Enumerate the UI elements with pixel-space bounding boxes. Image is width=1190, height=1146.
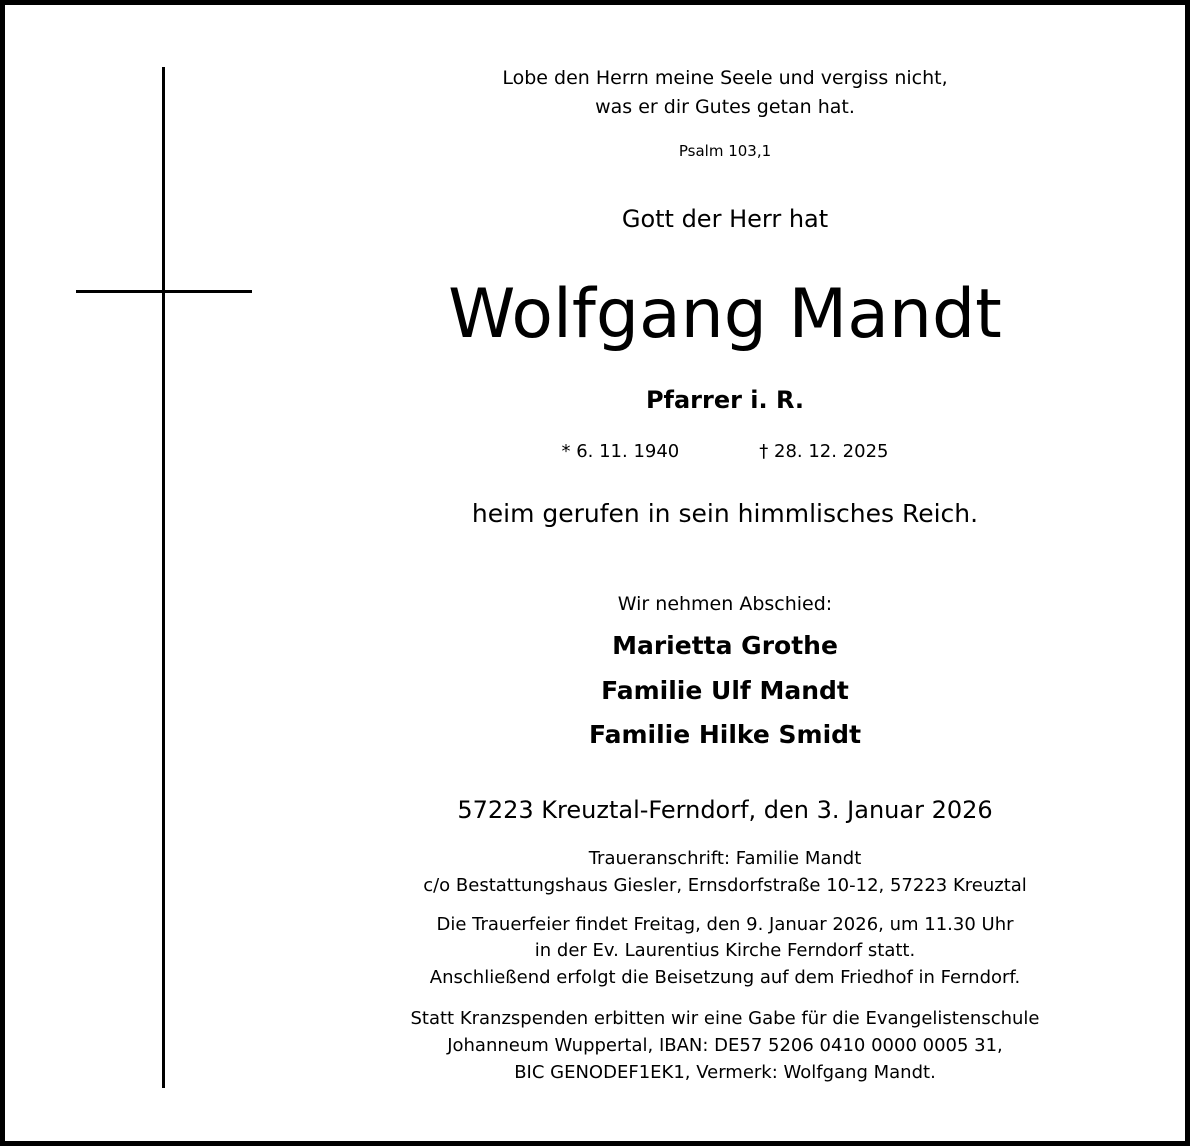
- donation-line-1: Statt Kranzspenden erbitten wir eine Gabe für die Evangelistenschule: [410, 1008, 1040, 1029]
- cross-vertical-beam: [162, 67, 165, 1088]
- service-line-3: Anschließend erfolgt die Beisetzung auf dem Friedhof in Ferndorf.: [429, 967, 1021, 988]
- donation-line-2: Johanneum Wuppertal, IBAN: DE57 5206 0410 0000 0005 31,: [447, 1035, 1003, 1056]
- mourning-address-line-2: c/o Bestattungshaus Giesler, Ernsdorfstraße 10-12, 57223 Kreuztal: [423, 875, 1027, 896]
- farewell-intro: Wir nehmen Abschied:: [617, 593, 833, 615]
- service-line-1: Die Trauerfeier findet Freitag, den 9. Januar 2026, um 11.30 Uhr: [436, 914, 1014, 935]
- bible-verse-line-1: Lobe den Herrn meine Seele und vergiss nicht,: [502, 67, 948, 89]
- mourning-address-line-1: Traueranschrift: Familie Mandt: [588, 848, 862, 869]
- cross-horizontal-beam: [76, 290, 252, 293]
- service-line-2: in der Ev. Laurentius Kirche Ferndorf statt.: [534, 940, 916, 961]
- bible-verse-line-2: was er dir Gutes getan hat.: [595, 96, 855, 118]
- called-home-text: heim gerufen in sein himmlisches Reich.: [471, 499, 979, 528]
- intro-text: Gott der Herr hat: [621, 205, 829, 233]
- mourner-1: Marietta Grothe: [612, 631, 838, 660]
- donation-line-3: BIC GENODEF1EK1, Vermerk: Wolfgang Mandt.: [514, 1062, 936, 1083]
- mourner-3: Familie Hilke Smidt: [588, 720, 862, 749]
- life-dates: [275, 441, 1175, 462]
- bible-verse-reference: Psalm 103,1: [678, 142, 772, 160]
- mourner-2: Familie Ulf Mandt: [601, 676, 849, 705]
- deceased-name: Wolfgang Mandt: [448, 275, 1002, 354]
- place-date: 57223 Kreuztal-Ferndorf, den 3. Januar 2026: [457, 796, 993, 824]
- death-date: † 28. 12. 2025: [759, 441, 889, 462]
- birth-date: * 6. 11. 1940: [561, 441, 680, 462]
- deceased-title: Pfarrer i. R.: [645, 386, 805, 414]
